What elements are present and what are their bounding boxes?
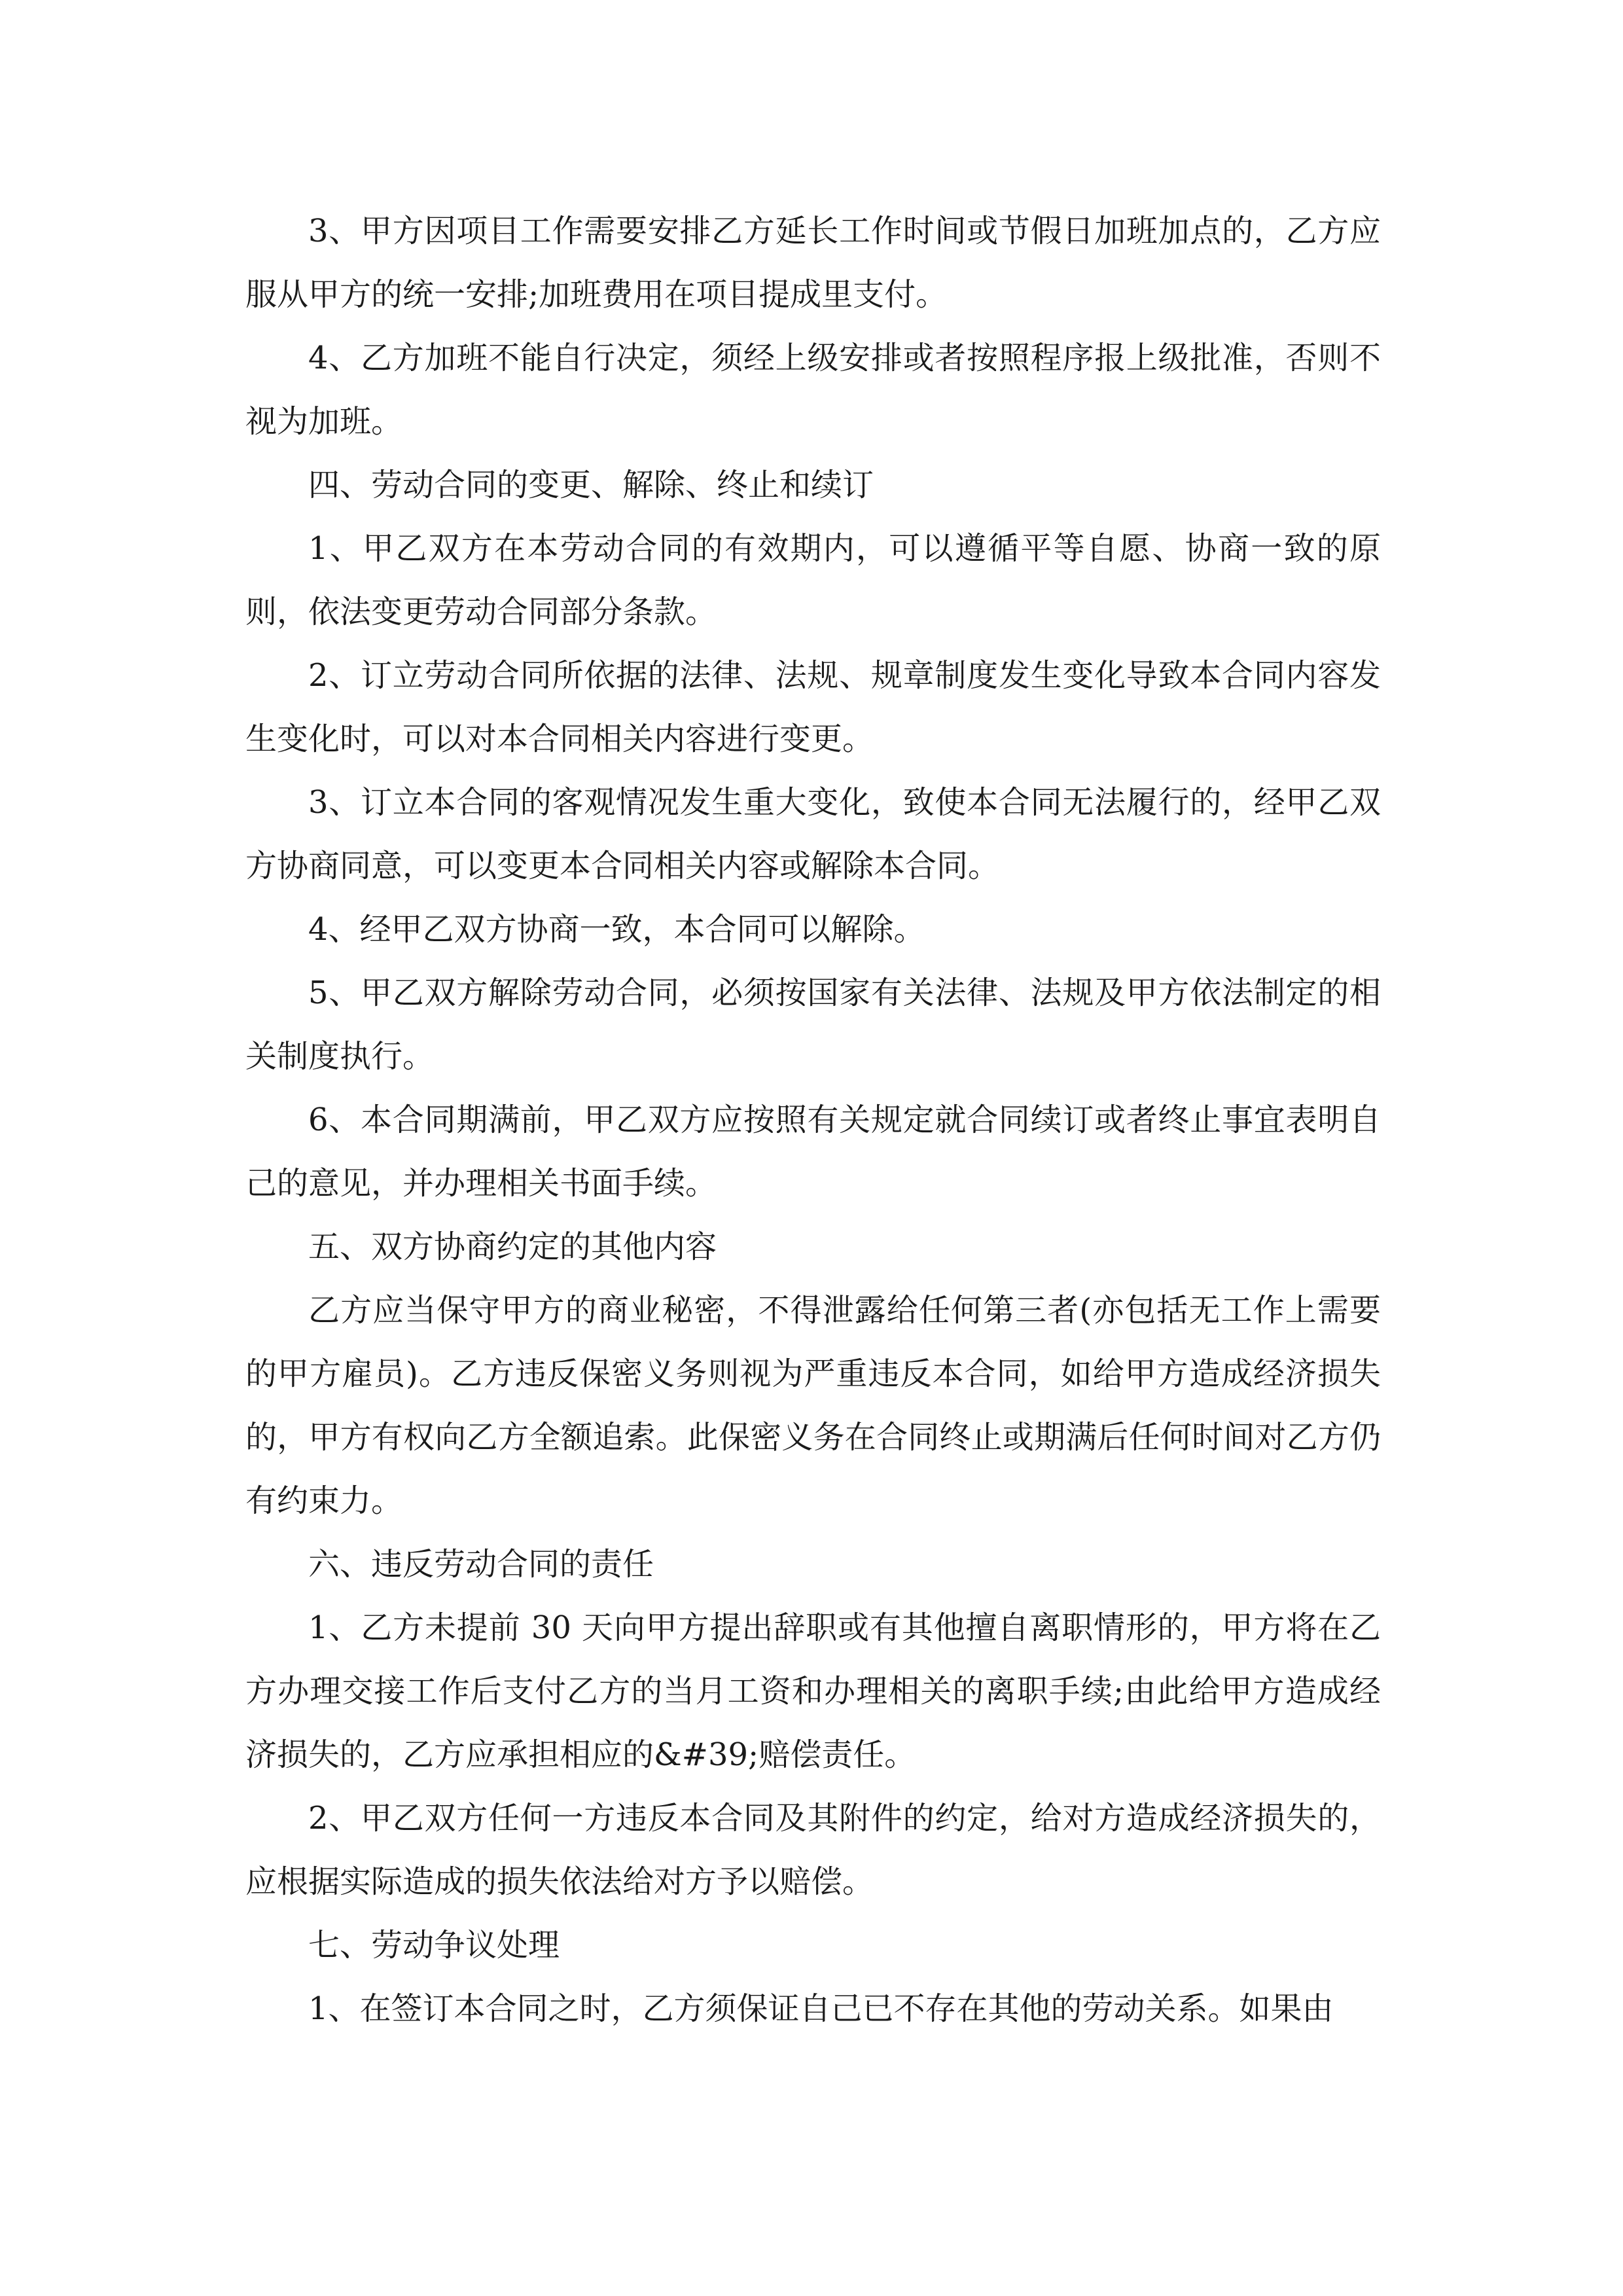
paragraph-renewal: 6、本合同期满前，甲乙双方应按照有关规定就合同续订或者终止事宜表明自己的意见，并办理相关书面手续。 <box>245 1102 1381 1202</box>
section-heading-contract-changes: 四、劳动合同的变更、解除、终止和续订 <box>308 467 874 503</box>
paragraph-resignation-notice: 1、乙方未提前 30 天向甲方提出辞职或有其他擅自离职情形的，甲方将在乙方办理交接工作后支付乙方的当月工资和办理相关的离职手续;由此给甲方造成经济损失的，乙方应承担相应的&#39;赔偿责任。 <box>245 1609 1381 1773</box>
section-heading-other-terms: 五、双方协商约定的其他内容 <box>308 1229 717 1265</box>
section-heading-dispute-handling: 七、劳动争议处理 <box>308 1927 560 1964</box>
paragraph-termination-rules: 5、甲乙双方解除劳动合同，必须按国家有关法律、法规及甲方依法制定的相关制度执行。 <box>245 975 1381 1075</box>
paragraph-no-other-employment: 1、在签订本合同之时，乙方须保证自己已不存在其他的劳动关系。如果由 <box>308 1990 1334 2027</box>
paragraph-confidentiality: 乙方应当保守甲方的商业秘密，不得泄露给任何第三者(亦包括无工作上需要的甲方雇员)。乙方违反保密义务则视为严重违反本合同，如给甲方造成经济损失的，甲方有权向乙方全额追索。此保密义务在合同终止或期满后任何时间对乙方仍有约束力。 <box>245 1292 1381 1519</box>
section-heading-breach-liability: 六、违反劳动合同的责任 <box>308 1546 654 1583</box>
paragraph-mutual-termination: 4、经甲乙双方协商一致，本合同可以解除。 <box>308 911 925 948</box>
paragraph-circumstance-changes: 3、订立本合同的客观情况发生重大变化，致使本合同无法履行的，经甲乙双方协商同意，可以变更本合同相关内容或解除本合同。 <box>245 784 1381 884</box>
paragraph-breach-compensation: 2、甲乙双方任何一方违反本合同及其附件的约定，给对方造成经济损失的，应根据实际造成的损失依法给对方予以赔偿。 <box>245 1800 1381 1900</box>
paragraph-overtime-arrangement: 3、甲方因项目工作需要安排乙方延长工作时间或节假日加班加点的，乙方应服从甲方的统一安排;加班费用在项目提成里支付。 <box>245 213 1381 313</box>
paragraph-change-terms: 1、甲乙双方在本劳动合同的有效期内，可以遵循平等自愿、协商一致的原则，依法变更劳动合同部分条款。 <box>245 530 1381 630</box>
paragraph-law-changes: 2、订立劳动合同所依据的法律、法规、规章制度发生变化导致本合同内容发生变化时，可以对本合同相关内容进行变更。 <box>245 657 1381 757</box>
document-body <box>245 200 1381 2041</box>
paragraph-overtime-approval: 4、乙方加班不能自行决定，须经上级安排或者按照程序报上级批准，否则不视为加班。 <box>245 340 1381 440</box>
